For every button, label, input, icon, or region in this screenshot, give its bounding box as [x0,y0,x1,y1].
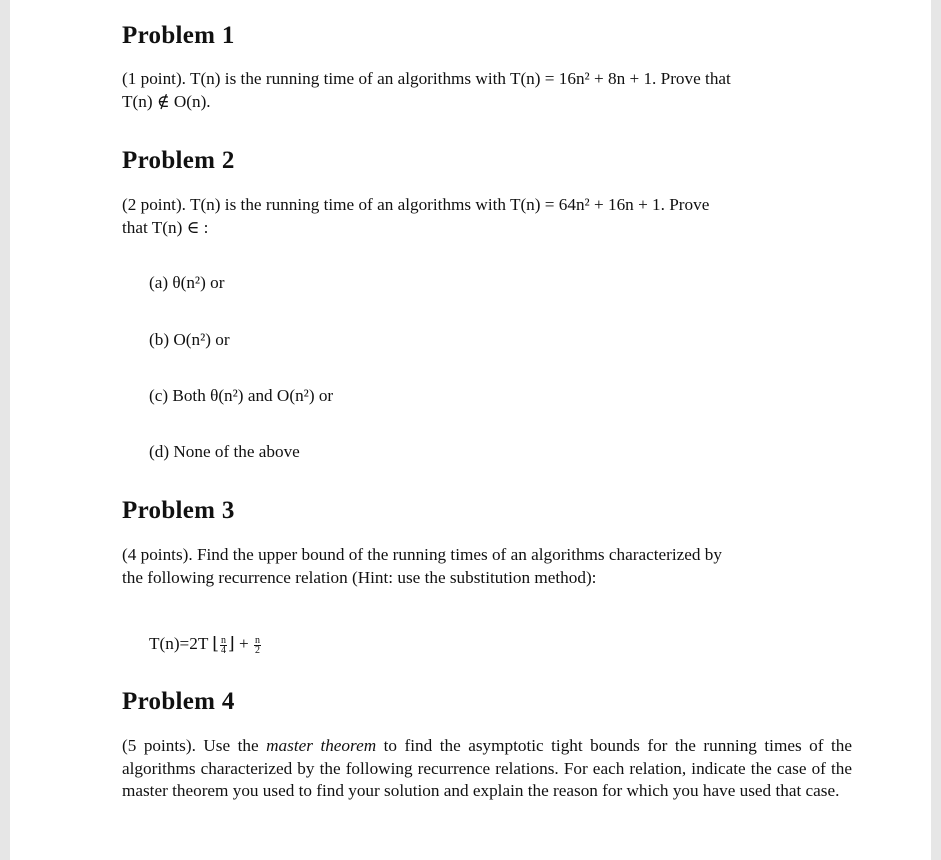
problem-3-recurrence [149,634,262,655]
problem-2-title: Problem 2 [122,147,235,174]
problem-2-line-2: that T(n) ∈ : [122,217,209,237]
problem-2-line-1: (2 point). T(n) is the running time of an algorithms with T(n) = 64n² + 16n + 1. Prove [122,195,710,214]
problem-3-title: Problem 3 [122,497,235,524]
recurrence-mid: ⌋ + [228,634,254,653]
document-page [10,0,931,860]
fraction-1-numerator: n [221,634,227,646]
problem-4-title: Problem 4 [122,688,235,715]
problem-1-title: Problem 1 [122,22,235,49]
problem-2-option-a: (a) θ(n²) or [149,273,225,292]
problem-3-line-1: (4 points). Find the upper bound of the running times of an algorithms characterized by [122,545,722,564]
fraction-2-numerator: n [255,634,261,646]
master-theorem-emphasis: master theorem [266,736,377,755]
problem-4-text-part-2: to find the asymptotic tight bounds for the running times of the algorithms characterized by the following recurrence relations. For each relation, indicate the case of the master theorem you used to find your solution and explain the reason for which you have used that case. [122,736,852,800]
problem-3-text [122,544,852,589]
fraction-n-over-2 [254,636,261,655]
problem-2-text [122,194,852,239]
problem-3-line-2: the following recurrence relation (Hint: use the substitution method): [122,567,597,587]
problem-2-option-b: (b) O(n²) or [149,330,230,349]
problem-4-text-part-1: (5 points). Use the [122,736,267,755]
problem-2-option-c: (c) Both θ(n²) and O(n²) or [149,386,334,405]
fraction-2-denominator: 2 [255,644,261,656]
problem-2-option-d: (d) None of the above [149,442,300,461]
fraction-1-denominator: 4 [221,644,227,656]
recurrence-lhs: T(n)=2T ⌊ [149,634,220,653]
problem-1-line-1: (1 point). T(n) is the running time of an algorithms with T(n) = 16n² + 8n + 1. Prove that [122,69,731,88]
problem-1-text [122,68,852,113]
fraction-n-over-4 [220,636,227,655]
problem-1-line-2: T(n) ∉ O(n). [122,91,211,111]
problem-4-text [122,735,852,803]
